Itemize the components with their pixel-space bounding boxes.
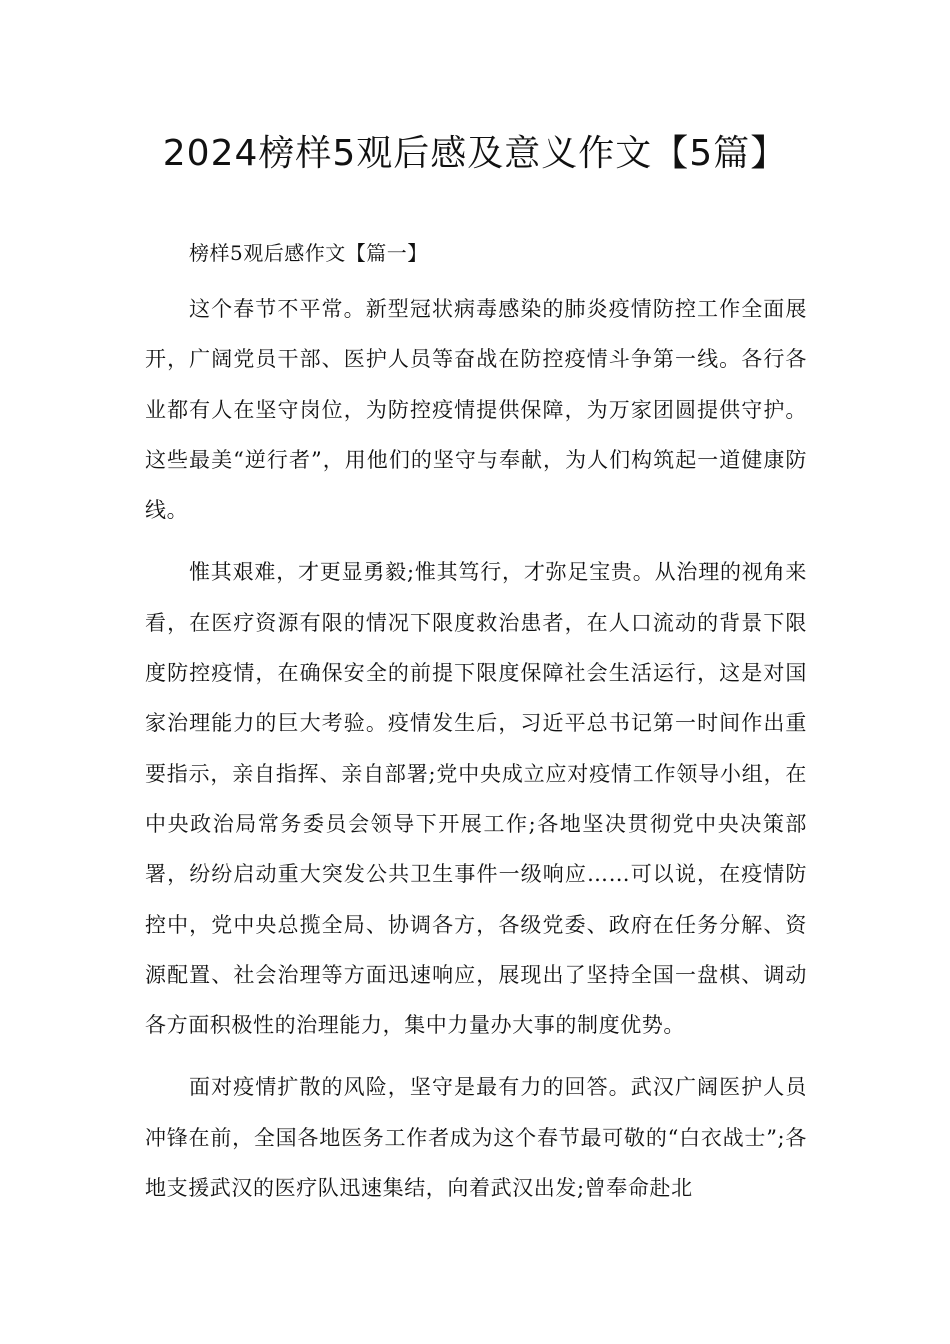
document-title: 2024榜样5观后感及意义作文【5篇】 (162, 133, 788, 174)
document-body (145, 234, 807, 1213)
section-heading: 榜样5观后感作文【篇一】 (189, 241, 428, 265)
paragraph-3: 面对疫情扩散的风险，坚守是最有力的回答。武汉广阔医护人员冲锋在前，全国各地医务工作者成为这个春节最可敬的“白衣战士”;各地支援武汉的医疗队迅速集结，向着武汉出发;曾奉命赴北 (145, 1075, 807, 1201)
paragraph-1: 这个春节不平常。新型冠状病毒感染的肺炎疫情防控工作全面展开，广阔党员干部、医护人员等奋战在防控疫情斗争第一线。各行各业都有人在坚守岗位，为防控疫情提供保障，为万家团圆提供守护。这些最美“逆行者”，用他们的坚守与奉献，为人们构筑起一道健康防线。 (145, 297, 807, 523)
paragraph-2: 惟其艰难，才更显勇毅;惟其笃行，才弥足宝贵。从治理的视角来看，在医疗资源有限的情况下限度救治患者，在人口流动的背景下限度防控疫情，在确保安全的前提下限度保障社会生活运行，这是对国家治理能力的巨大考验。疫情发生后，习近平总书记第一时间作出重要指示，亲自指挥、亲自部署;党中央成立应对疫情工作领导小组，在中央政治局常务委员会领导下开展工作;各地坚决贯彻党中央决策部署，纷纷启动重大突发公共卫生事件一级响应……可以说，在疫情防控中，党中央总揽全局、协调各方，各级党委、政府在任务分解、资源配置、社会治理等方面迅速响应，展现出了坚持全国一盘棋、调动各方面积极性的治理能力，集中力量办大事的制度优势。 (145, 560, 807, 1038)
